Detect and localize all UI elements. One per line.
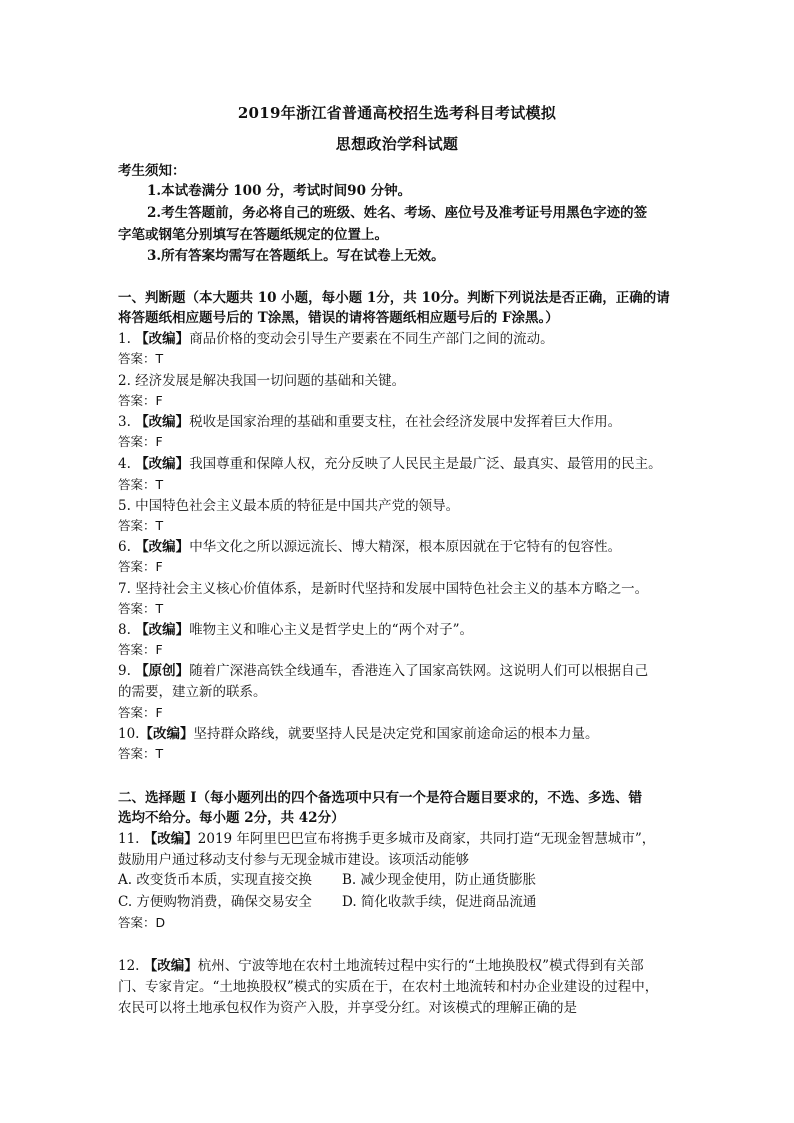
section1-heading: 一、判断题（本大题共 10 小题，每小题 1分，共 10分。判断下列说法是否正确，正确的请: [118, 290, 670, 306]
question-text: 唯物主义和唯心主义是哲学史上的“两个对子”。: [189, 622, 473, 638]
question-10: [118, 724, 680, 744]
answer-10: 答案：T: [118, 746, 164, 761]
question-6: [118, 537, 680, 557]
option-c: C. 方便购物消费，确保交易安全: [118, 894, 312, 910]
question-tag: 【改编】: [135, 331, 190, 347]
question-text: 2019 年阿里巴巴宣布将携手更多城市及商家，共同打造“无现金智慧城市”，: [197, 831, 656, 847]
question-tag: 【改编】: [135, 414, 190, 430]
exam-subtitle: 思想政治学科试题: [335, 135, 459, 153]
notice-heading: 考生须知：: [118, 163, 186, 179]
question-9: [118, 661, 680, 681]
question-tag: 【改编】: [139, 726, 194, 742]
question-text: 税收是国家治理的基础和重要支柱，在社会经济发展中发挥着巨大作用。: [189, 414, 622, 430]
option-b: B. 减少现金使用，防止通货膨胀: [342, 872, 537, 888]
question-7: 7. 坚持社会主义核心价值体系，是新时代坚持和发展中国特色社会主义的基本方略之一。: [118, 581, 649, 597]
answer-7: 答案：T: [118, 601, 164, 616]
answer-8: 答案：F: [118, 642, 163, 657]
question-number: 1.: [118, 331, 131, 347]
question-12-cont: 门、专家肯定。“土地换股权”模式的实质在于，在农村土地流转和村办企业建设的过程中，: [118, 979, 659, 995]
answer-5: 答案：T: [118, 518, 164, 533]
question-12: [118, 956, 680, 976]
answer-1: 答案：T: [118, 351, 164, 366]
question-number: 9.: [118, 663, 131, 679]
question-tag: 【改编】: [143, 831, 198, 847]
question-4: [118, 454, 680, 474]
question-tag: 【改编】: [135, 456, 190, 472]
question-11: [118, 829, 680, 849]
question-tag: 【改编】: [135, 622, 190, 638]
question-tag: 【原创】: [135, 663, 190, 679]
question-8: [118, 620, 680, 640]
question-text: 坚持群众路线，就要坚持人民是决定党和国家前途命运的根本力量。: [193, 726, 599, 742]
option-d: D. 简化收款手续，促进商品流通: [342, 894, 537, 910]
section2-heading-cont: 选均不给分。每小题 2分，共 42分）: [118, 810, 345, 826]
question-12-cont-2: 农民可以将土地承包权作为资产入股，并享受分红。对该模式的理解正确的是: [118, 1000, 577, 1016]
answer-11: 答案：D: [118, 915, 166, 930]
question-3: [118, 412, 680, 432]
question-number: 12.: [118, 958, 140, 974]
question-text: 中华文化之所以源远流长、博大精深，根本原因就在于它特有的包容性。: [189, 539, 622, 555]
notice-item-2: 2.考生答题前，务必将自己的班级、姓名、考场、座位号及准考证号用黑色字迹的签: [147, 205, 648, 221]
question-5: 5. 中国特色社会主义最本质的特征是中国共产党的领导。: [118, 498, 460, 514]
question-1: [118, 329, 680, 349]
notice-item-2-cont: 字笔或钢笔分别填写在答题纸规定的位置上。: [118, 227, 388, 243]
question-text: 我国尊重和保障人权，充分反映了人民民主是最广泛、最真实、最管用的民主。: [189, 456, 662, 472]
question-number: 8.: [118, 622, 131, 638]
question-number: 6.: [118, 539, 131, 555]
question-number: 11.: [118, 831, 140, 847]
section2-heading: 二、选择题 Ⅰ（每小题列出的四个备选项中只有一个是符合题目要求的，不选、多选、错: [118, 790, 643, 806]
answer-3: 答案：F: [118, 434, 163, 449]
question-text: 杭州、宁波等地在农村土地流转过程中实行的“土地换股权”模式得到有关部: [197, 958, 644, 974]
answer-4: 答案：T: [118, 477, 164, 492]
question-9-cont: 的需要，建立新的联系。: [118, 684, 267, 700]
option-a: A. 改变货币本质，实现直接交换: [118, 872, 312, 888]
exam-title: 2019年浙江省普通高校招生选考科目考试模拟: [237, 104, 557, 122]
question-tag: 【改编】: [135, 539, 190, 555]
question-2: 2. 经济发展是解决我国一切问题的基础和关键。: [118, 373, 406, 389]
answer-6: 答案：F: [118, 559, 163, 574]
question-text: 随着广深港高铁全线通车，香港连入了国家高铁网。这说明人们可以根据自己: [189, 663, 649, 679]
answer-2: 答案：F: [118, 393, 163, 408]
question-tag: 【改编】: [143, 958, 198, 974]
answer-9: 答案：F: [118, 705, 163, 720]
question-number: 10.: [118, 726, 140, 742]
notice-item-3: 3.所有答案均需写在答题纸上。写在试卷上无效。: [147, 248, 445, 264]
question-text: 商品价格的变动会引导生产要素在不同生产部门之间的流动。: [189, 331, 554, 347]
question-11-cont: 鼓励用户通过移动支付参与无现金城市建设。该项活动能够: [118, 852, 469, 868]
notice-item-1: 1.本试卷满分 100 分，考试时间90 分钟。: [147, 183, 412, 199]
question-number: 4.: [118, 456, 131, 472]
section1-heading-cont: 将答题纸相应题号后的 T涂黑，错误的请将答题纸相应题号后的 F涂黑。）: [118, 310, 559, 326]
question-number: 3.: [118, 414, 131, 430]
